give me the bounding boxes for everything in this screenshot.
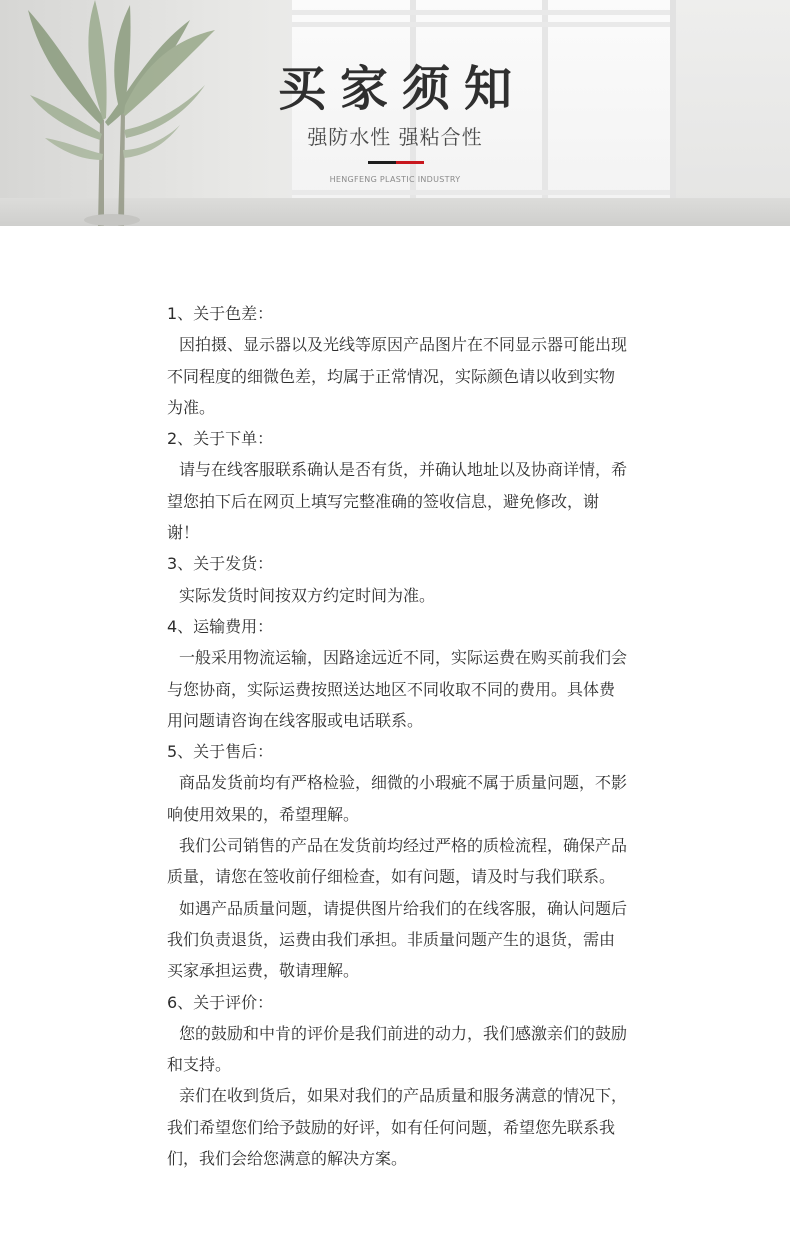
notice-section — [167, 423, 627, 548]
notice-section — [167, 987, 627, 1175]
notice-section — [167, 736, 627, 986]
header-banner — [0, 0, 790, 226]
section-paragraph: 请与在线客服联系确认是否有货，并确认地址以及协商详情，希望您拍下后在网页上填写完整准确的签收信息，避免修改，谢谢！ — [167, 460, 628, 543]
window-rail — [292, 10, 670, 15]
section-heading: 6、关于评价： — [167, 992, 274, 1012]
window-rail — [292, 190, 670, 195]
page-subtitle: 强防水性 强粘合性 — [307, 125, 483, 149]
divider-dark — [368, 161, 396, 164]
notice-section — [167, 611, 627, 736]
section-heading: 5、关于售后： — [167, 742, 274, 762]
window-rail — [292, 22, 670, 27]
notice-content — [167, 298, 627, 1174]
notice-section — [167, 298, 627, 423]
section-heading: 3、关于发货： — [167, 554, 274, 574]
section-paragraph: 因拍摄、显示器以及光线等原因产品图片在不同显示器可能出现不同程度的细微色差，均属于正常情况，实际颜色请以收到实物为准。 — [167, 335, 628, 417]
section-paragraph: 亲们在收到货后，如果对我们的产品质量和服务满意的情况下，我们希望您们给予鼓励的好评，如有任何问题，希望您先联系我们，我们会给您满意的解决方案。 — [167, 1086, 628, 1169]
section-paragraph: 一般采用物流运输，因路途远近不同，实际运费在购买前我们会与您协商，实际运费按照送达地区不同收取不同的费用。具体费用问题请咨询在线客服或电话联系。 — [167, 648, 628, 730]
section-heading: 4、运输费用： — [167, 616, 274, 636]
section-paragraph: 如遇产品质量问题，请提供图片给我们的在线客服，确认问题后我们负责退货，运费由我们承担。非质量问题产生的退货，需由买家承担运费，敬请理解。 — [167, 898, 628, 981]
divider-red — [396, 161, 424, 164]
section-paragraph: 我们公司销售的产品在发货前均经过严格的质检流程，确保产品质量，请您在签收前仔细检查，如有问题，请及时与我们联系。 — [167, 836, 628, 887]
section-paragraph: 您的鼓励和中肯的评价是我们前进的动力，我们感激亲们的鼓励和支持。 — [167, 1023, 628, 1075]
section-heading: 1、关于色差： — [167, 304, 274, 323]
page-title: 买家须知 — [277, 61, 526, 117]
section-heading: 2、关于下单： — [167, 429, 274, 449]
section-paragraph: 实际发货时间按双方约定时间为准。 — [179, 585, 436, 605]
notice-section — [167, 548, 627, 611]
section-paragraph: 商品发货前均有严格检验，细微的小瑕疵不属于质量问题，不影响使用效果的，希望理解。 — [167, 773, 628, 824]
brand-tagline: HENGFENG PLASTIC INDUSTRY — [329, 175, 461, 184]
